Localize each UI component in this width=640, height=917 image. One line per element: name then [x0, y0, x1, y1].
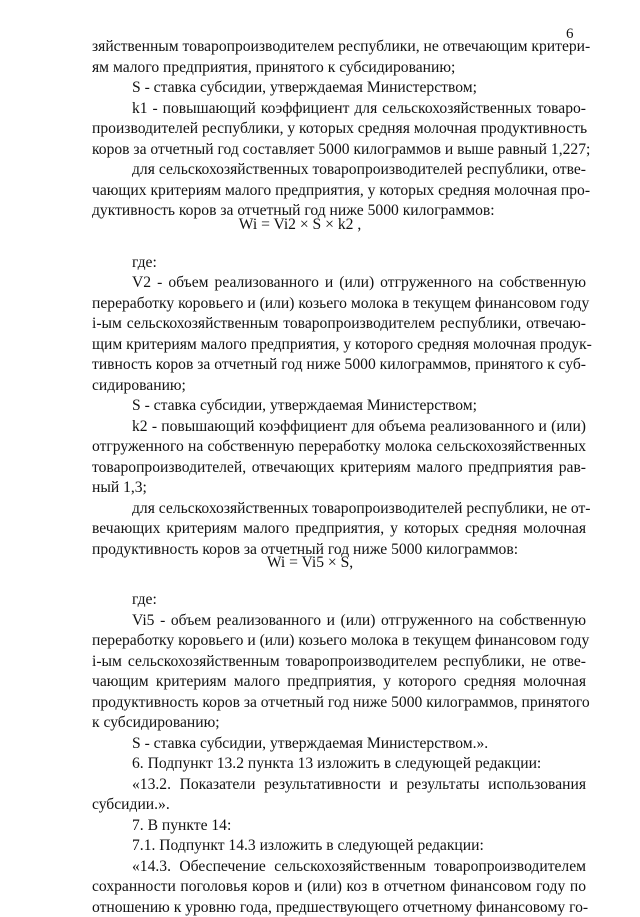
formula: Wi = Vi2 × S × k2 ,: [238, 216, 362, 233]
text-line: чающим критериям малого предприятия, у которого средняя молочная: [92, 673, 586, 690]
text-line: где:: [132, 254, 157, 271]
text-line: к субсидированию;: [92, 714, 220, 731]
text-line: переработку коровьего и (или) козьего молока в текущем финансовом году: [92, 632, 590, 649]
text-line: отношению к уровню года, предшествующего отчетному финансовому го-: [92, 899, 589, 916]
text-line: ям малого предприятия, принятого к субсидированию;: [92, 59, 456, 76]
text-line: ный 1,3;: [92, 479, 147, 496]
text-line: «13.2. Показатели результативности и результаты использования: [132, 776, 586, 793]
text-line: где:: [132, 591, 157, 608]
text-line: отгруженного на собственную переработку молока сельскохозяйственных: [92, 438, 586, 455]
text-line: V2 - объем реализованного и (или) отгруженного на собственную: [132, 274, 586, 291]
text-line: вечающих критериям малого предприятия, у которых средняя молочная: [92, 520, 586, 537]
text-line: 6. Подпункт 13.2 пункта 13 изложить в следующей редакции:: [132, 755, 542, 772]
text-line: субсидии.».: [92, 796, 170, 813]
text-line: коров за отчетный год составляет 5000 килограммов и выше равный 1,227;: [92, 141, 591, 158]
text-line: тивность коров за отчетный год ниже 5000 килограммов, принятого к суб-: [92, 356, 586, 373]
text-line: для сельскохозяйственных товаропроизводителей республики, отве-: [132, 161, 586, 178]
text-line: продуктивность коров за отчетный год ниже 5000 килограммов, принятого: [92, 694, 590, 711]
text-line: производителей республики, у которых средняя молочная продуктивность: [92, 120, 588, 137]
text-line: S - ставка субсидии, утверждаемая Министерством;: [132, 79, 477, 96]
text-line: k1 - повышающий коэффициент для сельскохозяйственных товаро-: [132, 100, 586, 117]
text-line: дуктивность коров за отчетный год ниже 5000 килограммов:: [92, 202, 495, 219]
text-line: для сельскохозяйственных товаропроизводителей республики, не от-: [132, 500, 591, 517]
text-line: S - ставка субсидии, утверждаемая Министерством;: [132, 397, 477, 414]
page-number: 6: [566, 26, 574, 42]
text-line: сидированию;: [92, 377, 186, 394]
text-line: i-ым сельскохозяйственным товаропроизводителем республики, не отве-: [92, 653, 586, 670]
text-line: продуктивность коров за отчетный год ниже 5000 килограммов:: [92, 541, 519, 558]
text-line: Vi5 - объем реализованного и (или) отгруженного на собственную: [132, 612, 586, 629]
text-line: i-ым сельскохозяйственным товаропроизводителем республики, отвечаю-: [92, 315, 586, 332]
formula: Wi = Vi5 × S,: [266, 554, 354, 571]
text-line: S - ставка субсидии, утверждаемая Министерством.».: [132, 735, 489, 752]
text-line: сохранности поголовья коров и (или) коз в отчетном финансовом году по: [92, 878, 586, 895]
text-line: переработку коровьего и (или) козьего молока в текущем финансовом году: [92, 295, 590, 312]
text-line: k2 - повышающий коэффициент для объема реализованного и (или): [132, 418, 586, 435]
text-line: зяйственным товаропроизводителем республики, не отвечающим критери-: [92, 38, 591, 55]
text-line: щим критериям малого предприятия, у которого средняя молочная продук-: [92, 336, 592, 353]
text-line: чающих критериям малого предприятия, у которых средняя молочная про-: [92, 182, 591, 199]
text-line: товаропроизводителей, отвечающих критериям малого предприятия рав-: [92, 459, 586, 476]
text-line: 7. В пункте 14:: [132, 817, 232, 834]
text-line: 7.1. Подпункт 14.3 изложить в следующей редакции:: [132, 837, 484, 854]
text-line: «14.3. Обеспечение сельскохозяйственным товаропроизводителем: [132, 858, 586, 875]
